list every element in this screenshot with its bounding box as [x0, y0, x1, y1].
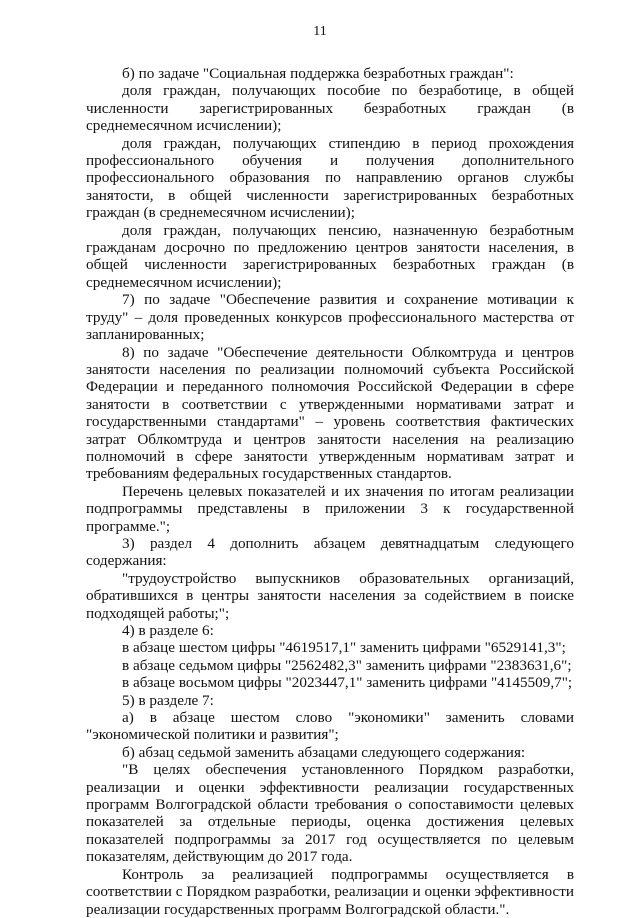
paragraph: в абзаце седьмом цифры "2562482,3" заменить цифрами "2383631,6";: [122, 656, 572, 674]
paragraph: 8) по задаче "Обеспечение деятельности Облкомтруда и центров занятости населения по реализации полномочий субъекта Российской Федерации и переданного полномочия Российской Федерации в сфере занятости в соответствии с утвержденными нормативами затрат и государственными стандартами" – уровень соответствия фактических затрат Облкомтруда и центров занятости населения на реализацию полномочий в сфере занятости утвержденным нормативам затрат и требованиям федеральных государственных стандартов.: [86, 343, 574, 483]
paragraph: Перечень целевых показателей и их значения по итогам реализации подпрограммы представлены в приложении 3 к государственной программе.";: [86, 482, 574, 535]
paragraph: доля граждан, получающих пенсию, назначенную безработным гражданам досрочно по предложению центров занятости населения, в общей численности зарегистрированных безработных граждан (в среднемесячном исчислении);: [86, 221, 574, 291]
paragraph: в абзаце восьмом цифры "2023447,1" заменить цифрами "4145509,7";: [122, 674, 573, 692]
paragraph: 4) в разделе 6:: [122, 622, 214, 639]
paragraph: "В целях обеспечения установленного Порядком разработки, реализации и оценки эффективности реализации государственных программ Волгоградской области требования о сопоставимости целевых показателей за отдельные периоды, оценка достижения целевых показателей подпрограммы за 2017 год осуществляется по целевым показателям, действующим до 2017 года.: [86, 761, 574, 866]
paragraph: 5) в разделе 7:: [122, 691, 214, 709]
paragraph: в абзаце шестом цифры "4619517,1" заменить цифрами "6529141,3";: [122, 639, 566, 657]
paragraph: а) в абзаце шестом слово "экономики" заменить словами "экономической политики и развития";: [86, 709, 574, 744]
paragraph: б) по задаче "Социальная поддержка безработных граждан":: [122, 65, 514, 82]
paragraph: "трудоустройство выпускников образовательных организаций, обратившихся в центры занятости населения за содействием в поиске подходящей работы;";: [86, 569, 574, 622]
paragraph: доля граждан, получающих пособие по безработице, в общей численности зарегистрированных безработных граждан (в среднемесячном исчислении);: [86, 82, 574, 135]
paragraph: Контроль за реализацией подпрограммы осуществляется в соответствии с Порядком разработки, реализации и оценки эффективности реализации государственных программ Волгоградской области.".: [86, 865, 574, 918]
paragraph: 7) по задаче "Обеспечение развития и сохранение мотивации к труду" – доля проведенных конкурсов профессионального мастерства от запланированных;: [86, 291, 574, 344]
page-number: 11: [313, 24, 327, 39]
document-body: [86, 65, 574, 918]
paragraph: доля граждан, получающих стипендию в период прохождения профессионального обучения и получения дополнительного профессионального образования по направлению органов службы занятости, в общей численности зарегистрированных безработных граждан (в среднемесячном исчислении);: [86, 134, 574, 222]
paragraph: 3) раздел 4 дополнить абзацем девятнадцатым следующего содержания:: [86, 534, 574, 570]
paragraph: б) абзац седьмой заменить абзацами следующего содержания:: [122, 743, 526, 761]
